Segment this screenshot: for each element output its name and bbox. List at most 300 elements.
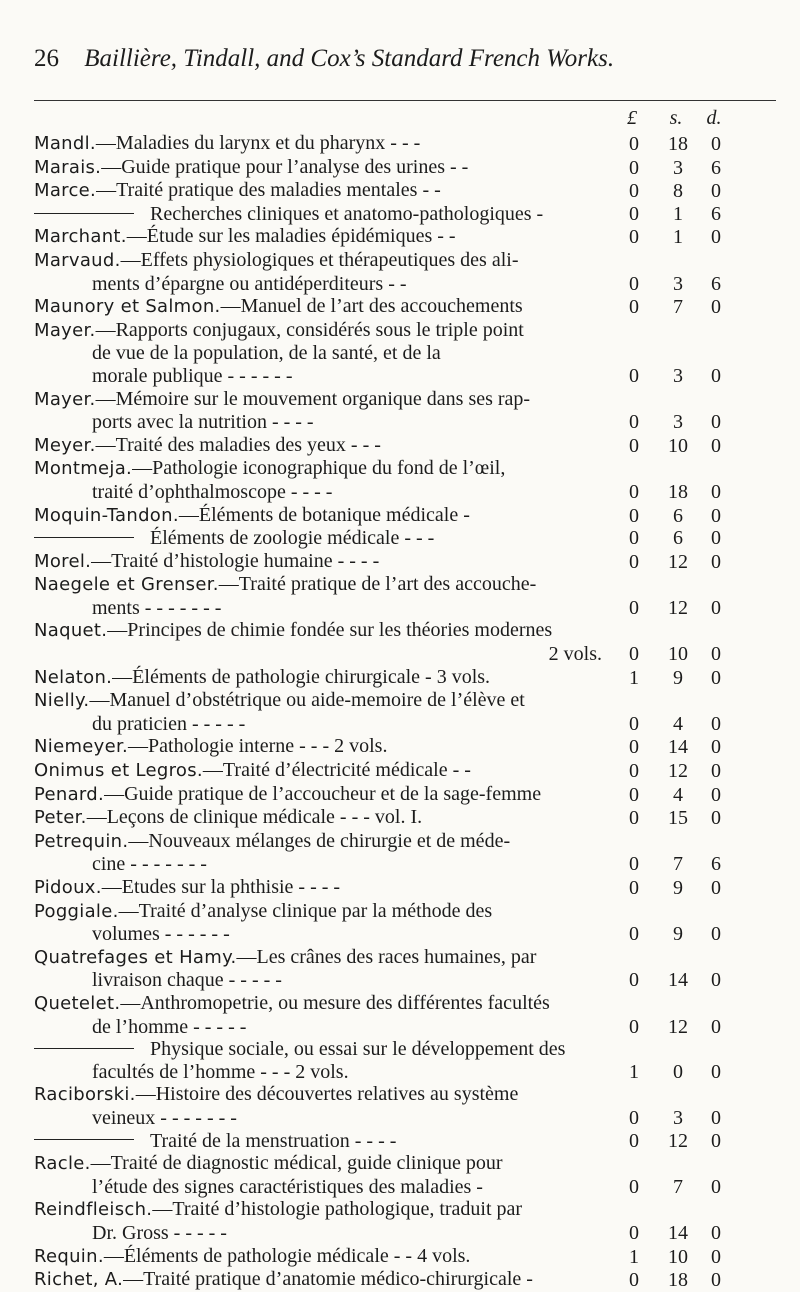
price-shillings: 3 [673, 156, 683, 179]
entry-text: Éléments de zoologie médicale - - - [150, 527, 435, 550]
entry-text: —Éléments de pathologie chirurgicale - 3 vols. [112, 665, 491, 688]
price-pounds: 0 [629, 1221, 639, 1244]
entry-price [614, 226, 794, 249]
price-pounds: 0 [629, 411, 639, 434]
price-shillings: 12 [668, 1015, 688, 1038]
entry-price [614, 736, 794, 759]
price-pounds: 0 [629, 596, 639, 619]
price-pence: 0 [711, 643, 721, 666]
entry-text: —Traité d’électricité médicale - - [202, 759, 471, 782]
price-shillings: 12 [668, 1129, 688, 1152]
price-column-headers [612, 107, 792, 133]
price-pence: 0 [711, 434, 721, 457]
entry-line [34, 923, 602, 946]
entry-author: Nelaton. [34, 666, 113, 688]
entry-price [614, 435, 794, 458]
entry-line [34, 1083, 602, 1107]
ditto-rule [34, 1048, 134, 1049]
price-shillings: 6 [673, 504, 683, 527]
entry-text: —Maladies du larynx et du pharynx - - - [95, 132, 421, 154]
entry-text: —Traité pratique des maladies mentales - - [96, 179, 441, 202]
price-shillings: 14 [668, 969, 688, 992]
entry-price [614, 877, 794, 900]
price-pence: 0 [711, 969, 721, 992]
entry-line [34, 132, 602, 156]
price-pence: 6 [711, 272, 721, 295]
book-entry [34, 179, 794, 203]
entry-line [34, 225, 602, 249]
price-pence: 6 [711, 853, 721, 876]
entry-author: Richet, A. [34, 1269, 124, 1291]
price-pence: 0 [711, 923, 721, 946]
entry-line [34, 550, 602, 574]
entry-author: Quetelet. [34, 992, 121, 1014]
entry-author: Reindfleisch. [34, 1199, 153, 1221]
price-pounds: 0 [629, 1129, 639, 1152]
price-pounds: 0 [629, 783, 639, 806]
entry-author: Marvaud. [34, 249, 121, 271]
price-pounds: 0 [629, 480, 639, 503]
entry-author: Quatrefages et Hamy. [34, 946, 237, 968]
price-pounds: 0 [629, 712, 639, 735]
entry-author: Morel. [34, 550, 92, 572]
price-shillings: 7 [673, 296, 683, 319]
entry-line [34, 388, 602, 412]
price-pounds: 0 [629, 1015, 639, 1038]
entry-line [34, 666, 602, 690]
price-shillings: 18 [668, 1269, 688, 1292]
price-pounds: 0 [629, 1175, 639, 1198]
ditto-rule [34, 537, 134, 538]
entry-price [614, 273, 794, 296]
price-pence: 0 [711, 1221, 721, 1244]
price-pence: 0 [711, 712, 721, 735]
book-entry [34, 1268, 794, 1292]
entry-line [34, 1107, 602, 1130]
entry-text: —Nouveaux mélanges de chirurgie et de méde- [128, 829, 511, 852]
price-pence: 0 [711, 783, 721, 806]
entry-text: —Effets physiologiques et thérapeutiques des ali- [120, 248, 519, 271]
price-pence: 0 [711, 550, 721, 573]
entry-line [34, 619, 602, 643]
price-pence: 0 [711, 736, 721, 759]
price-pence: 0 [711, 1129, 721, 1152]
entry-author: Marchant. [34, 226, 127, 248]
price-pounds: 0 [629, 226, 639, 249]
entry-price [614, 1269, 794, 1292]
entry-text: du praticien - - - - - [92, 712, 246, 735]
book-list [34, 132, 794, 1292]
entry-price [614, 365, 794, 388]
entry-price [614, 969, 794, 992]
entry-line [34, 1061, 602, 1084]
price-pence: 0 [711, 226, 721, 249]
book-entry [34, 156, 794, 180]
entry-line [34, 783, 602, 807]
book-entry [34, 573, 794, 619]
entry-text: Recherches cliniques et anatomo-pathologiques - [150, 202, 544, 225]
entry-text: de vue de la population, de la santé, et de la [92, 342, 441, 365]
entry-line [34, 900, 602, 924]
entry-author: Raciborski. [34, 1084, 136, 1106]
price-shillings: 10 [668, 1245, 688, 1268]
entry-author: Nielly. [34, 690, 90, 712]
entry-author: Racle. [34, 1153, 91, 1175]
entry-author: Montmeja. [34, 458, 133, 480]
book-entry [34, 1038, 794, 1083]
book-entry [34, 203, 794, 226]
entry-text: —Histoire des découvertes relatives au système [135, 1083, 519, 1106]
entry-price [614, 411, 794, 434]
entry-price [614, 180, 794, 203]
price-shillings: 10 [668, 434, 688, 457]
entry-price [614, 133, 794, 156]
price-pence: 0 [711, 877, 721, 899]
entry-price [614, 527, 794, 550]
entry-line [34, 806, 602, 830]
entry-text: veineux - - - - - - - [92, 1106, 237, 1129]
running-title: Baillière, Tindall, and Cox’s Standard French Works. [84, 45, 615, 72]
entry-author: Peter. [34, 807, 87, 829]
entry-line [34, 365, 602, 388]
shillings-header: s. [669, 107, 683, 129]
price-shillings: 4 [673, 783, 683, 806]
book-entry [34, 550, 794, 574]
entry-price [614, 667, 794, 690]
price-pence: 0 [711, 527, 721, 550]
book-entry [34, 319, 794, 388]
entry-line [34, 1198, 602, 1222]
price-pounds: 0 [629, 853, 639, 876]
book-entry [34, 666, 794, 690]
entry-author: Naegele et Grenser. [34, 574, 219, 596]
entry-line [34, 1152, 602, 1176]
book-entry [34, 527, 794, 550]
ditto-rule [34, 1139, 134, 1140]
entry-line [34, 643, 602, 666]
entry-price [614, 643, 794, 666]
entry-text: —Étude sur les maladies épidémiques - - [126, 225, 456, 248]
price-shillings: 9 [673, 877, 683, 899]
entry-price [614, 481, 794, 504]
entry-line [34, 759, 602, 783]
price-shillings: 9 [673, 923, 683, 946]
price-pence: 0 [711, 1015, 721, 1038]
entry-line [34, 203, 602, 226]
book-entry [34, 249, 794, 295]
entry-line [34, 1176, 602, 1199]
entry-text: —Traité d’histologie pathologique, traduit par [152, 1198, 523, 1221]
entry-price [614, 157, 794, 180]
book-entry [34, 992, 794, 1038]
entry-price [614, 760, 794, 783]
entry-text: —Traité pratique d’anatomie médico-chirurgicale - [123, 1268, 533, 1291]
book-entry [34, 1130, 794, 1153]
entry-text: —Etudes sur la phthisie - - - - [101, 876, 341, 898]
entry-line [34, 946, 602, 970]
entry-text: Physique sociale, ou essai sur le développement des [150, 1038, 566, 1061]
price-shillings: 8 [673, 180, 683, 203]
book-entry [34, 295, 794, 319]
entry-author: Naquet. [34, 620, 108, 642]
entry-line [34, 992, 602, 1016]
entry-author: Poggiale. [34, 900, 119, 922]
book-entry [34, 735, 794, 759]
entry-price [614, 1246, 794, 1269]
entry-line [34, 830, 602, 854]
entry-author: Pidoux. [34, 877, 102, 898]
entry-text: —Traité d’analyse clinique par la méthode des [118, 899, 493, 922]
entry-line [34, 713, 602, 736]
price-shillings: 12 [668, 596, 688, 619]
price-pounds: 0 [629, 1106, 639, 1129]
entry-price [614, 1061, 794, 1084]
book-entry [34, 1245, 794, 1269]
price-pounds: 0 [629, 877, 639, 899]
entry-text: l’étude des signes caractéristiques des maladies - [92, 1175, 483, 1198]
entry-price [614, 1222, 794, 1245]
price-pence: 0 [711, 504, 721, 527]
book-entry [34, 830, 794, 876]
entry-text: —Les crânes des races humaines, par [236, 945, 537, 968]
entry-author: Niemeyer. [34, 736, 129, 758]
price-pounds: 0 [629, 736, 639, 759]
entry-text: 2 vols. [548, 643, 602, 666]
entry-author: Marce. [34, 180, 97, 202]
entry-text: ments - - - - - - - [92, 596, 222, 619]
book-entry [34, 759, 794, 783]
entry-text: livraison chaque - - - - - [92, 969, 282, 992]
price-shillings: 7 [673, 853, 683, 876]
entry-line [34, 295, 602, 319]
price-shillings: 18 [668, 480, 688, 503]
ditto-rule [34, 213, 134, 214]
entry-price [614, 1107, 794, 1130]
entry-author: Penard. [34, 783, 105, 805]
book-entry [34, 1152, 794, 1198]
price-pence: 0 [711, 1245, 721, 1268]
price-pence: 0 [711, 760, 721, 783]
price-pounds: 0 [629, 923, 639, 946]
entry-line [34, 457, 602, 481]
entry-author: Mayer. [34, 319, 96, 341]
entry-author: Meyer. [34, 434, 96, 456]
entry-text: ports avec la nutrition - - - - [92, 411, 314, 434]
entry-price [614, 1176, 794, 1199]
entry-line [34, 504, 602, 528]
entry-text: morale publique - - - - - - [92, 364, 293, 387]
entry-line [34, 1245, 602, 1269]
entry-price [614, 597, 794, 620]
entry-price [614, 807, 794, 830]
entry-line [34, 1222, 602, 1245]
price-pounds: 0 [629, 550, 639, 573]
price-shillings: 10 [668, 643, 688, 666]
entry-text: —Traité de diagnostic médical, guide clinique pour [90, 1152, 503, 1175]
entry-text: —Manuel d’obstétrique ou aide-memoire de l’élève et [89, 689, 525, 712]
price-pounds: 1 [629, 666, 639, 689]
price-pence: 0 [711, 1269, 721, 1292]
entry-price [614, 853, 794, 876]
entry-text: —Anthromopetrie, ou mesure des différentes facultés [120, 991, 550, 1014]
price-pence: 0 [711, 1060, 721, 1083]
price-pence: 0 [711, 133, 721, 155]
book-entry [34, 225, 794, 249]
price-shillings: 14 [668, 736, 688, 759]
entry-text: —Guide pratique de l’accoucheur et de la sage-femme [104, 782, 542, 805]
price-pence: 0 [711, 364, 721, 387]
price-shillings: 12 [668, 550, 688, 573]
entry-line [34, 273, 602, 296]
entry-line [34, 597, 602, 620]
entry-price [614, 296, 794, 319]
entry-price [614, 784, 794, 807]
price-shillings: 14 [668, 1221, 688, 1244]
price-pence: 0 [711, 1175, 721, 1198]
entry-author: Maunory et Salmon. [34, 296, 221, 318]
price-shillings: 0 [673, 1060, 683, 1083]
price-shillings: 18 [668, 133, 688, 155]
entry-text: —Manuel de l’art des accouchements [220, 295, 523, 318]
price-pence: 0 [711, 411, 721, 434]
price-pounds: 0 [629, 296, 639, 319]
entry-line [34, 434, 602, 458]
book-entry [34, 434, 794, 458]
entry-author: Mandl. [34, 133, 96, 154]
price-pounds: 1 [629, 1245, 639, 1268]
price-pounds: 0 [629, 434, 639, 457]
price-pounds: 0 [629, 156, 639, 179]
book-entry [34, 1198, 794, 1244]
price-pounds: 0 [629, 202, 639, 225]
page-number: 26 [34, 45, 59, 72]
entry-text: —Principes de chimie fondée sur les théories modernes [107, 619, 553, 642]
entry-line [34, 1016, 602, 1039]
entry-author: Requin. [34, 1245, 104, 1267]
book-entry [34, 504, 794, 528]
book-entry [34, 457, 794, 503]
entry-price [614, 1130, 794, 1153]
entry-line [34, 156, 602, 180]
header-rule [34, 100, 776, 101]
price-shillings: 4 [673, 712, 683, 735]
price-pence: 0 [711, 807, 721, 830]
price-shillings: 3 [673, 364, 683, 387]
price-pounds: 0 [629, 527, 639, 550]
price-shillings: 3 [673, 1106, 683, 1129]
entry-price [614, 203, 794, 226]
price-shillings: 1 [673, 202, 683, 225]
entry-text: —Éléments de pathologie médicale - - 4 vols. [103, 1244, 471, 1267]
entry-line [34, 342, 602, 365]
entry-text: —Guide pratique pour l’analyse des urines - - [101, 155, 469, 178]
price-shillings: 12 [668, 760, 688, 783]
book-entry [34, 388, 794, 434]
price-shillings: 1 [673, 226, 683, 249]
entry-line [34, 969, 602, 992]
price-pounds: 0 [629, 364, 639, 387]
entry-price [614, 505, 794, 528]
entry-text: traité d’ophthalmoscope - - - - [92, 480, 333, 503]
entry-text: —Leçons de clinique médicale - - - vol. I. [86, 806, 423, 829]
entry-line [34, 735, 602, 759]
entry-price [614, 551, 794, 574]
entry-author: Onimus et Legros. [34, 760, 203, 782]
pounds-header: £ [627, 107, 637, 129]
price-shillings: 6 [673, 527, 683, 550]
entry-line [34, 853, 602, 876]
entry-author: Mayer. [34, 388, 96, 410]
book-entry [34, 806, 794, 830]
entry-text: —Traité d’histologie humaine - - - - [91, 549, 380, 572]
price-pounds: 1 [629, 1060, 639, 1083]
price-pounds: 0 [629, 180, 639, 203]
price-pounds: 0 [629, 504, 639, 527]
price-pence: 0 [711, 480, 721, 503]
entry-line [34, 411, 602, 434]
price-pounds: 0 [629, 807, 639, 830]
book-entry [34, 132, 794, 156]
entry-line [34, 1130, 602, 1153]
entry-price [614, 1016, 794, 1039]
price-pence: 0 [711, 596, 721, 619]
price-shillings: 3 [673, 272, 683, 295]
price-pence: 0 [711, 296, 721, 319]
entry-text: —Rapports conjugaux, considérés sous le triple point [95, 318, 524, 341]
price-shillings: 9 [673, 666, 683, 689]
entry-text: —Mémoire sur le mouvement organique dans ses rap- [95, 387, 531, 410]
price-pence: 6 [711, 156, 721, 179]
page-header [34, 44, 774, 74]
entry-price [614, 923, 794, 946]
entry-text: —Traité pratique de l’art des accouche- [218, 573, 537, 596]
entry-line [34, 1268, 602, 1292]
price-pounds: 0 [629, 133, 639, 155]
book-entry [34, 1083, 794, 1129]
price-shillings: 15 [668, 807, 688, 830]
entry-text: facultés de l’homme - - - 2 vols. [92, 1060, 349, 1083]
price-pounds: 0 [629, 1269, 639, 1292]
price-pence: 0 [711, 180, 721, 203]
entry-text: —Éléments de botanique médicale - [178, 503, 470, 526]
book-entry [34, 876, 794, 900]
price-pence: 0 [711, 666, 721, 689]
entry-text: de l’homme - - - - - [92, 1015, 247, 1038]
entry-text: —Traité des maladies des yeux - - - [95, 433, 381, 456]
entry-text: —Pathologie interne - - - 2 vols. [128, 735, 388, 758]
entry-author: Petrequin. [34, 830, 129, 852]
entry-line [34, 179, 602, 203]
price-pounds: 0 [629, 643, 639, 666]
entry-line [34, 319, 602, 343]
entry-text: Traité de la menstruation - - - - [150, 1129, 397, 1152]
entry-line [34, 527, 602, 550]
price-shillings: 7 [673, 1175, 683, 1198]
price-pounds: 0 [629, 969, 639, 992]
pence-header: d. [706, 107, 722, 129]
price-pence: 0 [711, 1106, 721, 1129]
entry-text: Dr. Gross - - - - - [92, 1221, 227, 1244]
book-entry [34, 900, 794, 946]
entry-line [34, 876, 602, 900]
entry-text: volumes - - - - - - [92, 923, 230, 946]
entry-author: Marais. [34, 156, 102, 178]
entry-text: ments d’épargne ou antidéperditeurs - - [92, 272, 407, 295]
entry-line [34, 481, 602, 504]
entry-price [614, 713, 794, 736]
entry-text: cine - - - - - - - [92, 853, 207, 876]
book-entry [34, 946, 794, 992]
